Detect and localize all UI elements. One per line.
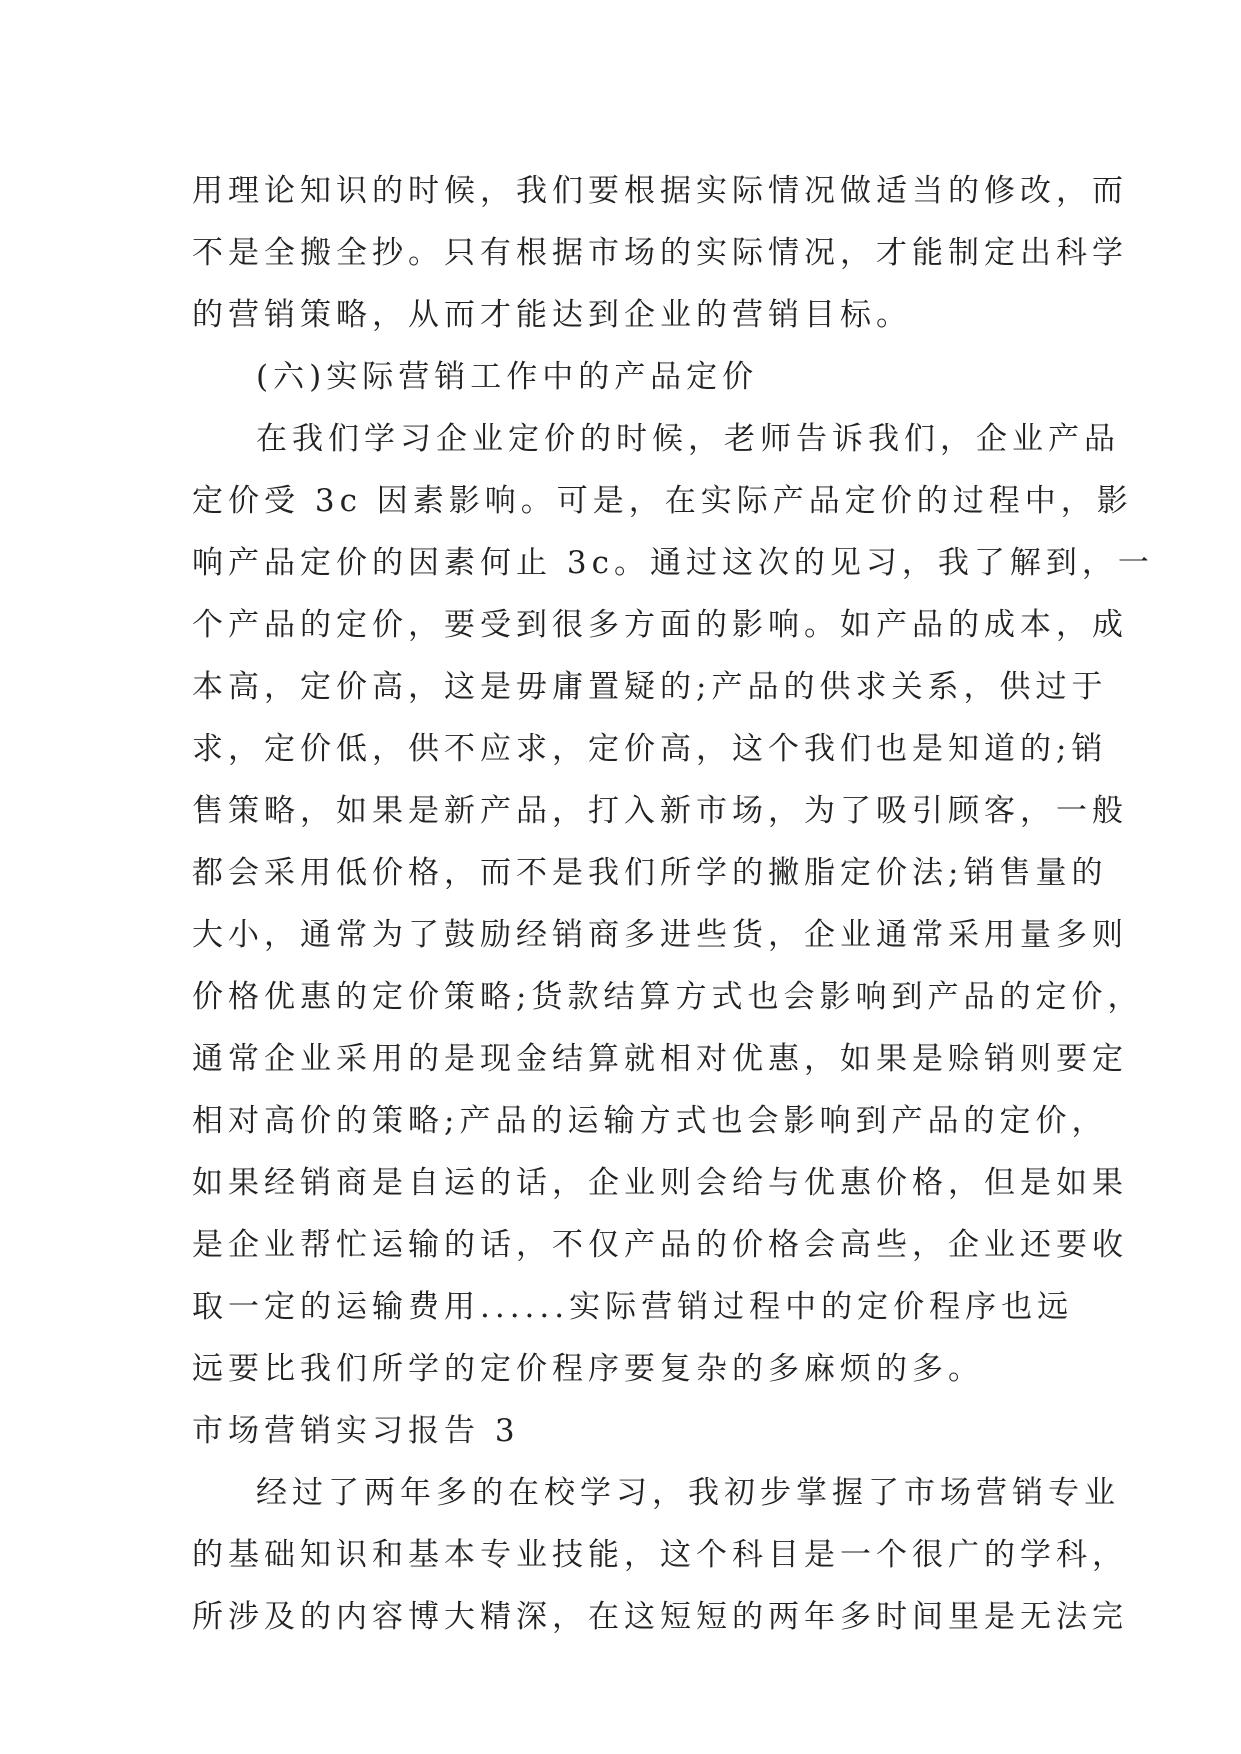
text-line: 的基础知识和基本专业技能，这个科目是一个很广的学科，	[192, 1537, 1128, 1573]
text-line: 不是全搬全抄。只有根据市场的实际情况，才能制定出科学	[192, 235, 1128, 271]
text-line: 个产品的定价，要受到很多方面的影响。如产品的成本，成	[192, 607, 1128, 643]
text-line: 在我们学习企业定价的时候，老师告诉我们，企业产品	[256, 421, 1120, 457]
text-line: 是企业帮忙运输的话，不仅产品的价格会高些，企业还要收	[192, 1227, 1128, 1263]
text-line: 所涉及的内容博大精深，在这短短的两年多时间里是无法完	[192, 1599, 1128, 1635]
document-body	[192, 160, 1154, 1648]
text-line: 本高，定价高，这是毋庸置疑的;产品的供求关系，供过于	[192, 669, 1108, 705]
text-line: 用理论知识的时候，我们要根据实际情况做适当的修改，而	[192, 173, 1128, 209]
text-line: 经过了两年多的在校学习，我初步掌握了市场营销专业	[256, 1475, 1120, 1511]
text-line: 的营销策略，从而才能达到企业的营销目标。	[192, 297, 912, 333]
report-title: 市场营销实习报告 3	[192, 1413, 520, 1449]
text-line: 如果经销商是自运的话，企业则会给与优惠价格，但是如果	[192, 1165, 1128, 1201]
text-line: 响产品定价的因素何止 3c。通过这次的见习，我了解到，一	[192, 545, 1154, 581]
text-line: 售策略，如果是新产品，打入新市场，为了吸引顾客，一般	[192, 793, 1128, 829]
text-line: 定价受 3c 因素影响。可是，在实际产品定价的过程中，影	[192, 483, 1133, 519]
text-line: 远要比我们所学的定价程序要复杂的多麻烦的多。	[192, 1351, 984, 1387]
text-line: 价格优惠的定价策略;货款结算方式也会影响到产品的定价，	[192, 979, 1144, 1015]
text-line: 求，定价低，供不应求，定价高，这个我们也是知道的;销	[192, 731, 1108, 767]
text-line: 通常企业采用的是现金结算就相对优惠，如果是赊销则要定	[192, 1041, 1128, 1077]
text-line: 相对高价的策略;产品的运输方式也会影响到产品的定价，	[192, 1103, 1108, 1139]
section-heading: (六)实际营销工作中的产品定价	[256, 359, 759, 395]
text-line: 大小，通常为了鼓励经销商多进些货，企业通常采用量多则	[192, 917, 1128, 953]
text-line: 取一定的运输费用......实际营销过程中的定价程序也远	[192, 1289, 1074, 1325]
text-line: 都会采用低价格，而不是我们所学的撇脂定价法;销售量的	[192, 855, 1108, 891]
